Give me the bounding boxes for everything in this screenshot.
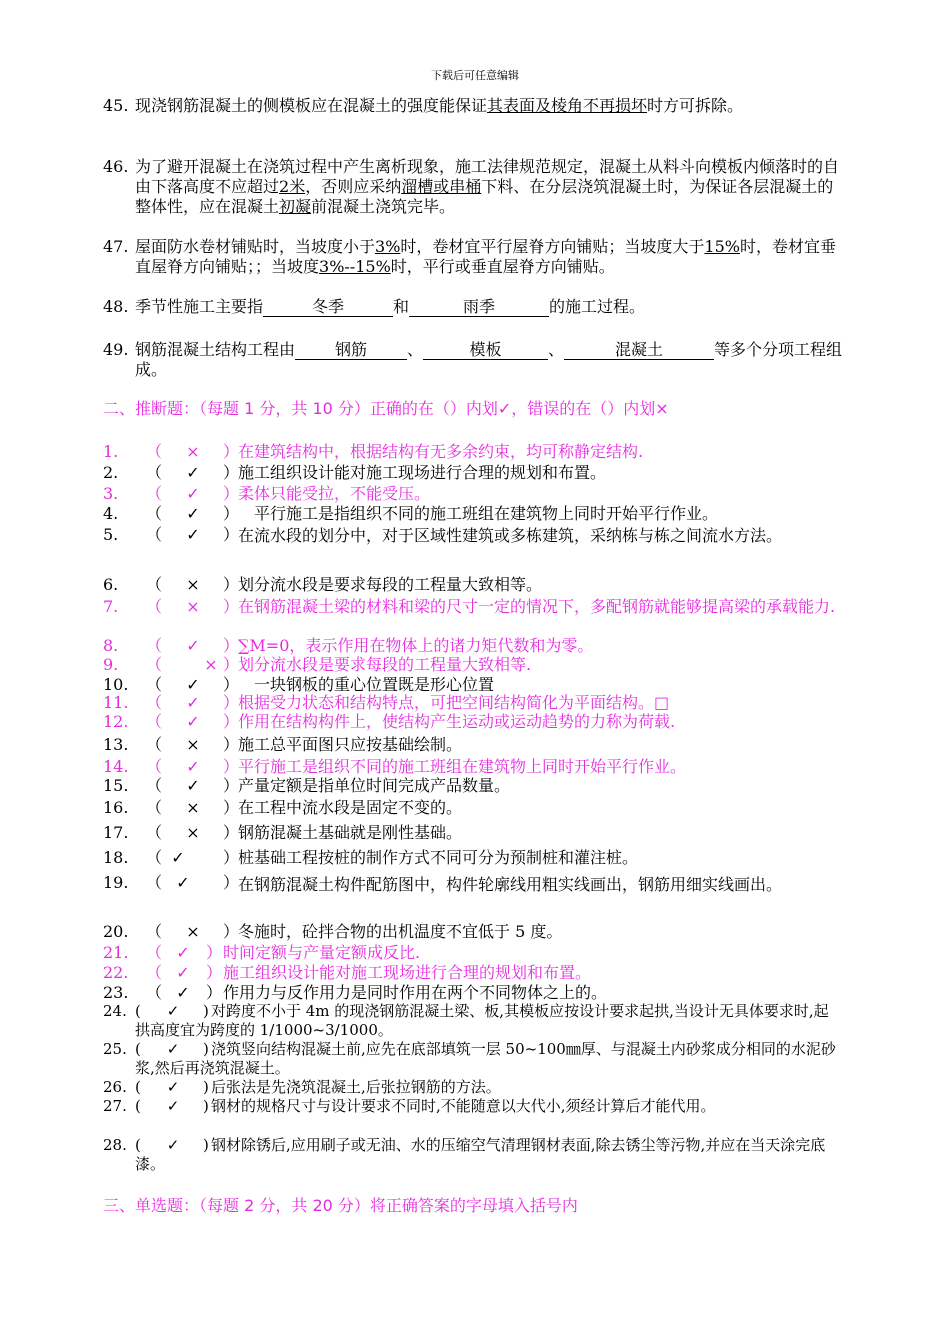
statement: 桩基础工程按桩的制作方式不同可分为预制桩和灌注桩。 [238, 848, 639, 867]
statement: 一块钢板的重心位置既是形心位置 [238, 675, 495, 694]
answer-underlined: 3% [375, 237, 401, 256]
question-number: 47. [103, 237, 129, 256]
paren-open: （ [146, 636, 163, 655]
check-mark-icon: ✓ [166, 1097, 180, 1115]
judge-item-16 [103, 798, 843, 817]
check-mark-icon: ✓ [186, 776, 200, 795]
check-mark-icon: ✓ [176, 963, 190, 982]
statement: 冬施时，砼拌合物的出机温度不宜低于 5 度。 [238, 922, 563, 941]
separator: 、 [407, 340, 424, 359]
judge-item-27 [103, 1097, 843, 1116]
item-number: 17. [103, 823, 129, 842]
paren-open: （ [146, 798, 163, 817]
cross-mark-icon: × [186, 597, 200, 616]
paren-open: ( [135, 1078, 141, 1096]
statement: 平行施工是指组织不同的施工班组在建筑物上同时开始平行作业。 [238, 504, 719, 523]
judge-item-18 [103, 848, 843, 867]
paren-close: ) [203, 1097, 209, 1115]
statement: 钢材除锈后,应用刷子或无油、水的压缩空气清理钢材表面,除去锈尘等污物,并应在当天涂完底漆。 [135, 1136, 826, 1173]
question-46 [103, 157, 843, 217]
question-text: 时方可拆除。 [647, 96, 744, 115]
paren-open: （ [146, 735, 163, 754]
paren-open: （ [146, 597, 163, 616]
judge-item-23 [103, 983, 843, 1002]
check-mark-icon: ✓ [186, 757, 200, 776]
cross-mark-icon: × [186, 735, 200, 754]
item-number: 4. [103, 504, 119, 523]
check-mark-icon: ✓ [166, 1078, 180, 1096]
question-text: 时，平行或垂直屋脊方向铺贴。 [390, 257, 615, 276]
paren-close: ） [223, 776, 240, 795]
statement: 划分流水段是要求每段的工程量大致相等。 [238, 575, 543, 594]
cross-mark-icon: × [186, 823, 200, 842]
item-number: 12. [103, 712, 129, 731]
statement: 浇筑竖向结构混凝土前,应先在底部填筑一层 50~100㎜厚、与混凝土内砂浆成分相同的水泥砂浆,然后再浇筑混凝土。 [135, 1040, 836, 1077]
statement: 根据受力状态和结构特点，可把空间结构简化为平面结构。□ [238, 693, 670, 712]
paren-open: （ [146, 442, 163, 461]
check-mark-icon: ✓ [176, 943, 190, 962]
statement: 钢筋混凝土基础就是刚性基础。 [238, 823, 463, 842]
answer-underlined: 15% [704, 237, 740, 256]
question-number: 48. [103, 297, 129, 316]
paren-close: ） [223, 873, 240, 892]
item-number: 6. [103, 575, 119, 594]
judge-item-8 [103, 636, 843, 655]
judge-item-28 [103, 1136, 843, 1174]
check-mark-icon: ✓ [176, 873, 190, 892]
judge-item-4 [103, 504, 843, 523]
paren-close: ） [223, 735, 240, 754]
answer-underlined: 3%--15% [319, 257, 391, 276]
question-number: 45. [103, 96, 129, 115]
statement: 在钢筋混凝土构件配筋图中，构件轮廓线用粗实线画出，钢筋用细实线画出。 [238, 875, 783, 894]
paren-close: ） [223, 693, 240, 712]
question-text: 现浇钢筋混凝土的侧模板应在混凝土的强度能保证 [135, 96, 488, 115]
judge-item-7 [103, 597, 843, 616]
answer-underlined: 其表面及棱角不再损坏 [487, 96, 648, 115]
statement: 产量定额是指单位时间完成产品数量。 [238, 776, 511, 795]
statement: 作用在结构构件上，使结构产生运动或运动趋势的力称为荷载. [238, 712, 676, 731]
item-number: 26. [103, 1078, 127, 1096]
judge-item-1 [103, 442, 843, 461]
answer-blank: 冬季 [263, 297, 393, 317]
judge-item-20 [103, 922, 843, 941]
judge-item-19 [103, 873, 843, 897]
question-48 [103, 297, 843, 317]
item-number: 28. [103, 1136, 127, 1154]
cross-mark-icon: × [186, 575, 200, 594]
answer-blank: 钢筋 [295, 340, 407, 360]
paren-close: ） [223, 922, 240, 941]
check-mark-icon: ✓ [176, 983, 190, 1002]
paren-close: ） [206, 943, 223, 962]
judge-item-10 [103, 675, 843, 694]
item-number: 23. [103, 983, 129, 1002]
check-mark-icon: ✓ [186, 484, 200, 503]
judge-item-17 [103, 823, 843, 842]
item-number: 27. [103, 1097, 127, 1115]
item-number: 24. [103, 1002, 127, 1020]
paren-open: （ [146, 675, 163, 694]
judge-item-5 [103, 525, 843, 546]
item-number: 15. [103, 776, 129, 795]
paren-open: （ [146, 525, 163, 544]
question-text: 季节性施工主要指 [135, 297, 264, 316]
question-49 [103, 340, 843, 380]
judge-item-26 [103, 1078, 843, 1097]
check-mark-icon: ✓ [186, 675, 200, 694]
paren-close: ） [223, 525, 240, 544]
judge-item-25 [103, 1040, 843, 1078]
item-number: 13. [103, 735, 129, 754]
answer-blank: 雨季 [409, 297, 549, 317]
paren-close: ） [223, 823, 240, 842]
statement: 施工总平面图只应按基础绘制。 [238, 735, 463, 754]
statement: 柔体只能受拉，不能受压。 [238, 484, 431, 503]
paren-open: ( [135, 1040, 141, 1058]
check-mark-icon: ✓ [171, 848, 185, 867]
paren-open: （ [146, 873, 163, 892]
paren-close: ） [223, 757, 240, 776]
paren-open: （ [146, 693, 163, 712]
judge-item-9 [103, 655, 843, 674]
paren-close: ） [206, 963, 223, 982]
statement: 时间定额与产量定额成反比. [223, 943, 421, 962]
item-number: 14. [103, 757, 129, 776]
paren-open: （ [146, 776, 163, 795]
check-mark-icon: ✓ [186, 636, 200, 655]
statement: 施工组织设计能对施工现场进行合理的规划和布置。 [238, 463, 607, 482]
cross-mark-icon: × [186, 798, 200, 817]
check-mark-icon: ✓ [186, 504, 200, 523]
check-mark-icon: ✓ [186, 693, 200, 712]
check-mark-icon: ✓ [166, 1002, 180, 1020]
question-text: 的施工过程。 [549, 297, 646, 316]
paren-close: ) [203, 1078, 209, 1096]
paren-close: ） [223, 504, 240, 523]
paren-close: ） [223, 798, 240, 817]
item-number: 3. [103, 484, 119, 503]
paren-open: （ [146, 983, 163, 1002]
item-number: 25. [103, 1040, 127, 1058]
statement: 钢材的规格尺寸与设计要求不同时,不能随意以大代小,须经计算后才能代用。 [211, 1097, 716, 1115]
judge-item-11 [103, 693, 843, 712]
judge-item-6 [103, 575, 843, 594]
paren-open: （ [146, 655, 163, 674]
question-text: 为了避开混凝土在浇筑过程中产生离析现象，施工法律规范规定，混凝土从料斗向模板内倾落时的自由下落高度不应超过 [135, 157, 840, 196]
answer-underlined: 初凝 [279, 197, 312, 216]
check-mark-icon: ✓ [186, 525, 200, 544]
statement: 施工组织设计能对施工现场进行合理的规划和布置。 [223, 963, 592, 982]
paren-close: ） [223, 575, 240, 594]
paren-close: ） [223, 636, 240, 655]
section-title-judgement: 二、推断题：（每题 1 分，共 10 分）正确的在（）内划✓，错误的在（）内划× [103, 399, 669, 418]
check-mark-icon: ✓ [166, 1040, 180, 1058]
statement: 在工程中流水段是固定不变的。 [238, 798, 463, 817]
statement: 划分流水段是要求每段的工程量大致相等. [238, 655, 532, 674]
item-number: 8. [103, 636, 119, 655]
paren-close: ） [223, 712, 240, 731]
item-number: 10. [103, 675, 129, 694]
statement: 平行施工是组织不同的施工班组在建筑物上同时开始平行作业。 [238, 757, 687, 776]
paren-close: ) [203, 1040, 209, 1058]
paren-open: （ [146, 963, 163, 982]
judge-item-3 [103, 484, 843, 503]
paren-close: ） [223, 848, 240, 867]
cross-mark-icon: × [186, 922, 200, 941]
question-text: 时，卷材宜平行屋脊方向铺贴；当坡度大于 [400, 237, 705, 256]
question-text: 等多个分项工程组成。 [135, 340, 843, 379]
item-number: 2. [103, 463, 119, 482]
judge-item-14 [103, 757, 843, 776]
paren-close: ) [203, 1002, 209, 1020]
paren-close: ） [206, 983, 223, 1002]
paren-open: （ [146, 463, 163, 482]
judge-item-2 [103, 463, 843, 482]
paren-close: ） [223, 655, 240, 674]
paren-open: （ [146, 757, 163, 776]
paren-open: （ [146, 848, 163, 867]
item-number: 11. [103, 693, 129, 712]
judge-item-13 [103, 735, 843, 754]
judge-item-15 [103, 776, 843, 795]
paren-close: ) [203, 1136, 209, 1154]
paren-close: ） [223, 675, 240, 694]
cross-mark-icon: × [186, 442, 200, 461]
question-text: 时，卷材宜垂直屋脊方向铺贴；；当坡度 [135, 237, 836, 276]
page-header: 下载后可任意编辑 [431, 69, 519, 82]
check-mark-icon: ✓ [166, 1136, 180, 1154]
item-number: 7. [103, 597, 119, 616]
statement: 后张法是先浇筑混凝土,后张拉钢筋的方法。 [211, 1078, 501, 1096]
item-number: 22. [103, 963, 129, 982]
paren-close: ） [223, 484, 240, 503]
item-number: 21. [103, 943, 129, 962]
item-number: 18. [103, 848, 129, 867]
statement: 在钢筋混凝土梁的材料和梁的尺寸一定的情况下，多配钢筋就能够提高梁的承载能力. [238, 597, 836, 616]
question-text: 和 [393, 297, 410, 316]
check-mark-icon: ✓ [186, 463, 200, 482]
item-number: 19. [103, 873, 129, 892]
judge-item-24 [103, 1002, 843, 1040]
question-number: 46. [103, 157, 129, 176]
item-number: 5. [103, 525, 119, 544]
statement: 在建筑结构中，根据结构有无多余约束，均可称静定结构. [238, 442, 644, 461]
answer-blank: 混凝土 [564, 340, 714, 360]
question-text: 前混凝土浇筑完毕。 [311, 197, 456, 216]
paren-close: ） [223, 463, 240, 482]
paren-open: （ [146, 823, 163, 842]
question-47 [103, 237, 843, 277]
question-number: 49. [103, 340, 129, 359]
statement: 在流水段的划分中，对于区域性建筑或多栋建筑，采纳栋与栋之间流水方法。 [238, 526, 783, 545]
paren-close: ） [223, 442, 240, 461]
answer-underlined: 溜槽或串桶 [401, 177, 482, 196]
judge-item-22 [103, 963, 843, 982]
item-number: 1. [103, 442, 119, 461]
paren-open: （ [146, 575, 163, 594]
item-number: 9. [103, 655, 119, 674]
question-text: 钢筋混凝土结构工程由 [135, 340, 296, 359]
item-number: 16. [103, 798, 129, 817]
separator: 、 [548, 340, 565, 359]
statement: 作用力与反作用力是同时作用在两个不同物体之上的。 [223, 983, 608, 1002]
question-text: 下料、在分层浇筑混凝土时，为保证各层混凝土的整体性，应在混凝土 [135, 177, 834, 216]
paren-open: ( [135, 1097, 141, 1115]
check-mark-icon: ✓ [186, 712, 200, 731]
statement: ∑M=0，表示作用在物体上的诸力矩代数和为零。 [238, 636, 594, 655]
paren-open: （ [146, 922, 163, 941]
section-title-single-choice: 三、单选题：（每题 2 分，共 20 分）将正确答案的字母填入括号内 [103, 1196, 578, 1215]
question-text: 屋面防水卷材铺贴时，当坡度小于 [135, 237, 376, 256]
item-number: 20. [103, 922, 129, 941]
paren-close: ） [223, 597, 240, 616]
paren-open: （ [146, 504, 163, 523]
paren-open: ( [135, 1002, 141, 1020]
answer-underlined: 2米 [279, 177, 306, 196]
paren-open: （ [146, 943, 163, 962]
question-text: ，否则应采纳 [305, 177, 402, 196]
paren-open: （ [146, 484, 163, 503]
paren-open: ( [135, 1136, 141, 1154]
statement: 对跨度不小于 4m 的现浇钢筋混凝土梁、板,其模板应按设计要求起拱,当设计无具体要求时,起拱高度宜为跨度的 1/1000~3/1000。 [135, 1002, 829, 1039]
paren-open: （ [146, 712, 163, 731]
judge-item-21 [103, 943, 843, 962]
judge-item-12 [103, 712, 843, 731]
cross-mark-icon: × [204, 655, 218, 674]
answer-blank: 模板 [423, 340, 548, 360]
question-45 [103, 96, 843, 116]
